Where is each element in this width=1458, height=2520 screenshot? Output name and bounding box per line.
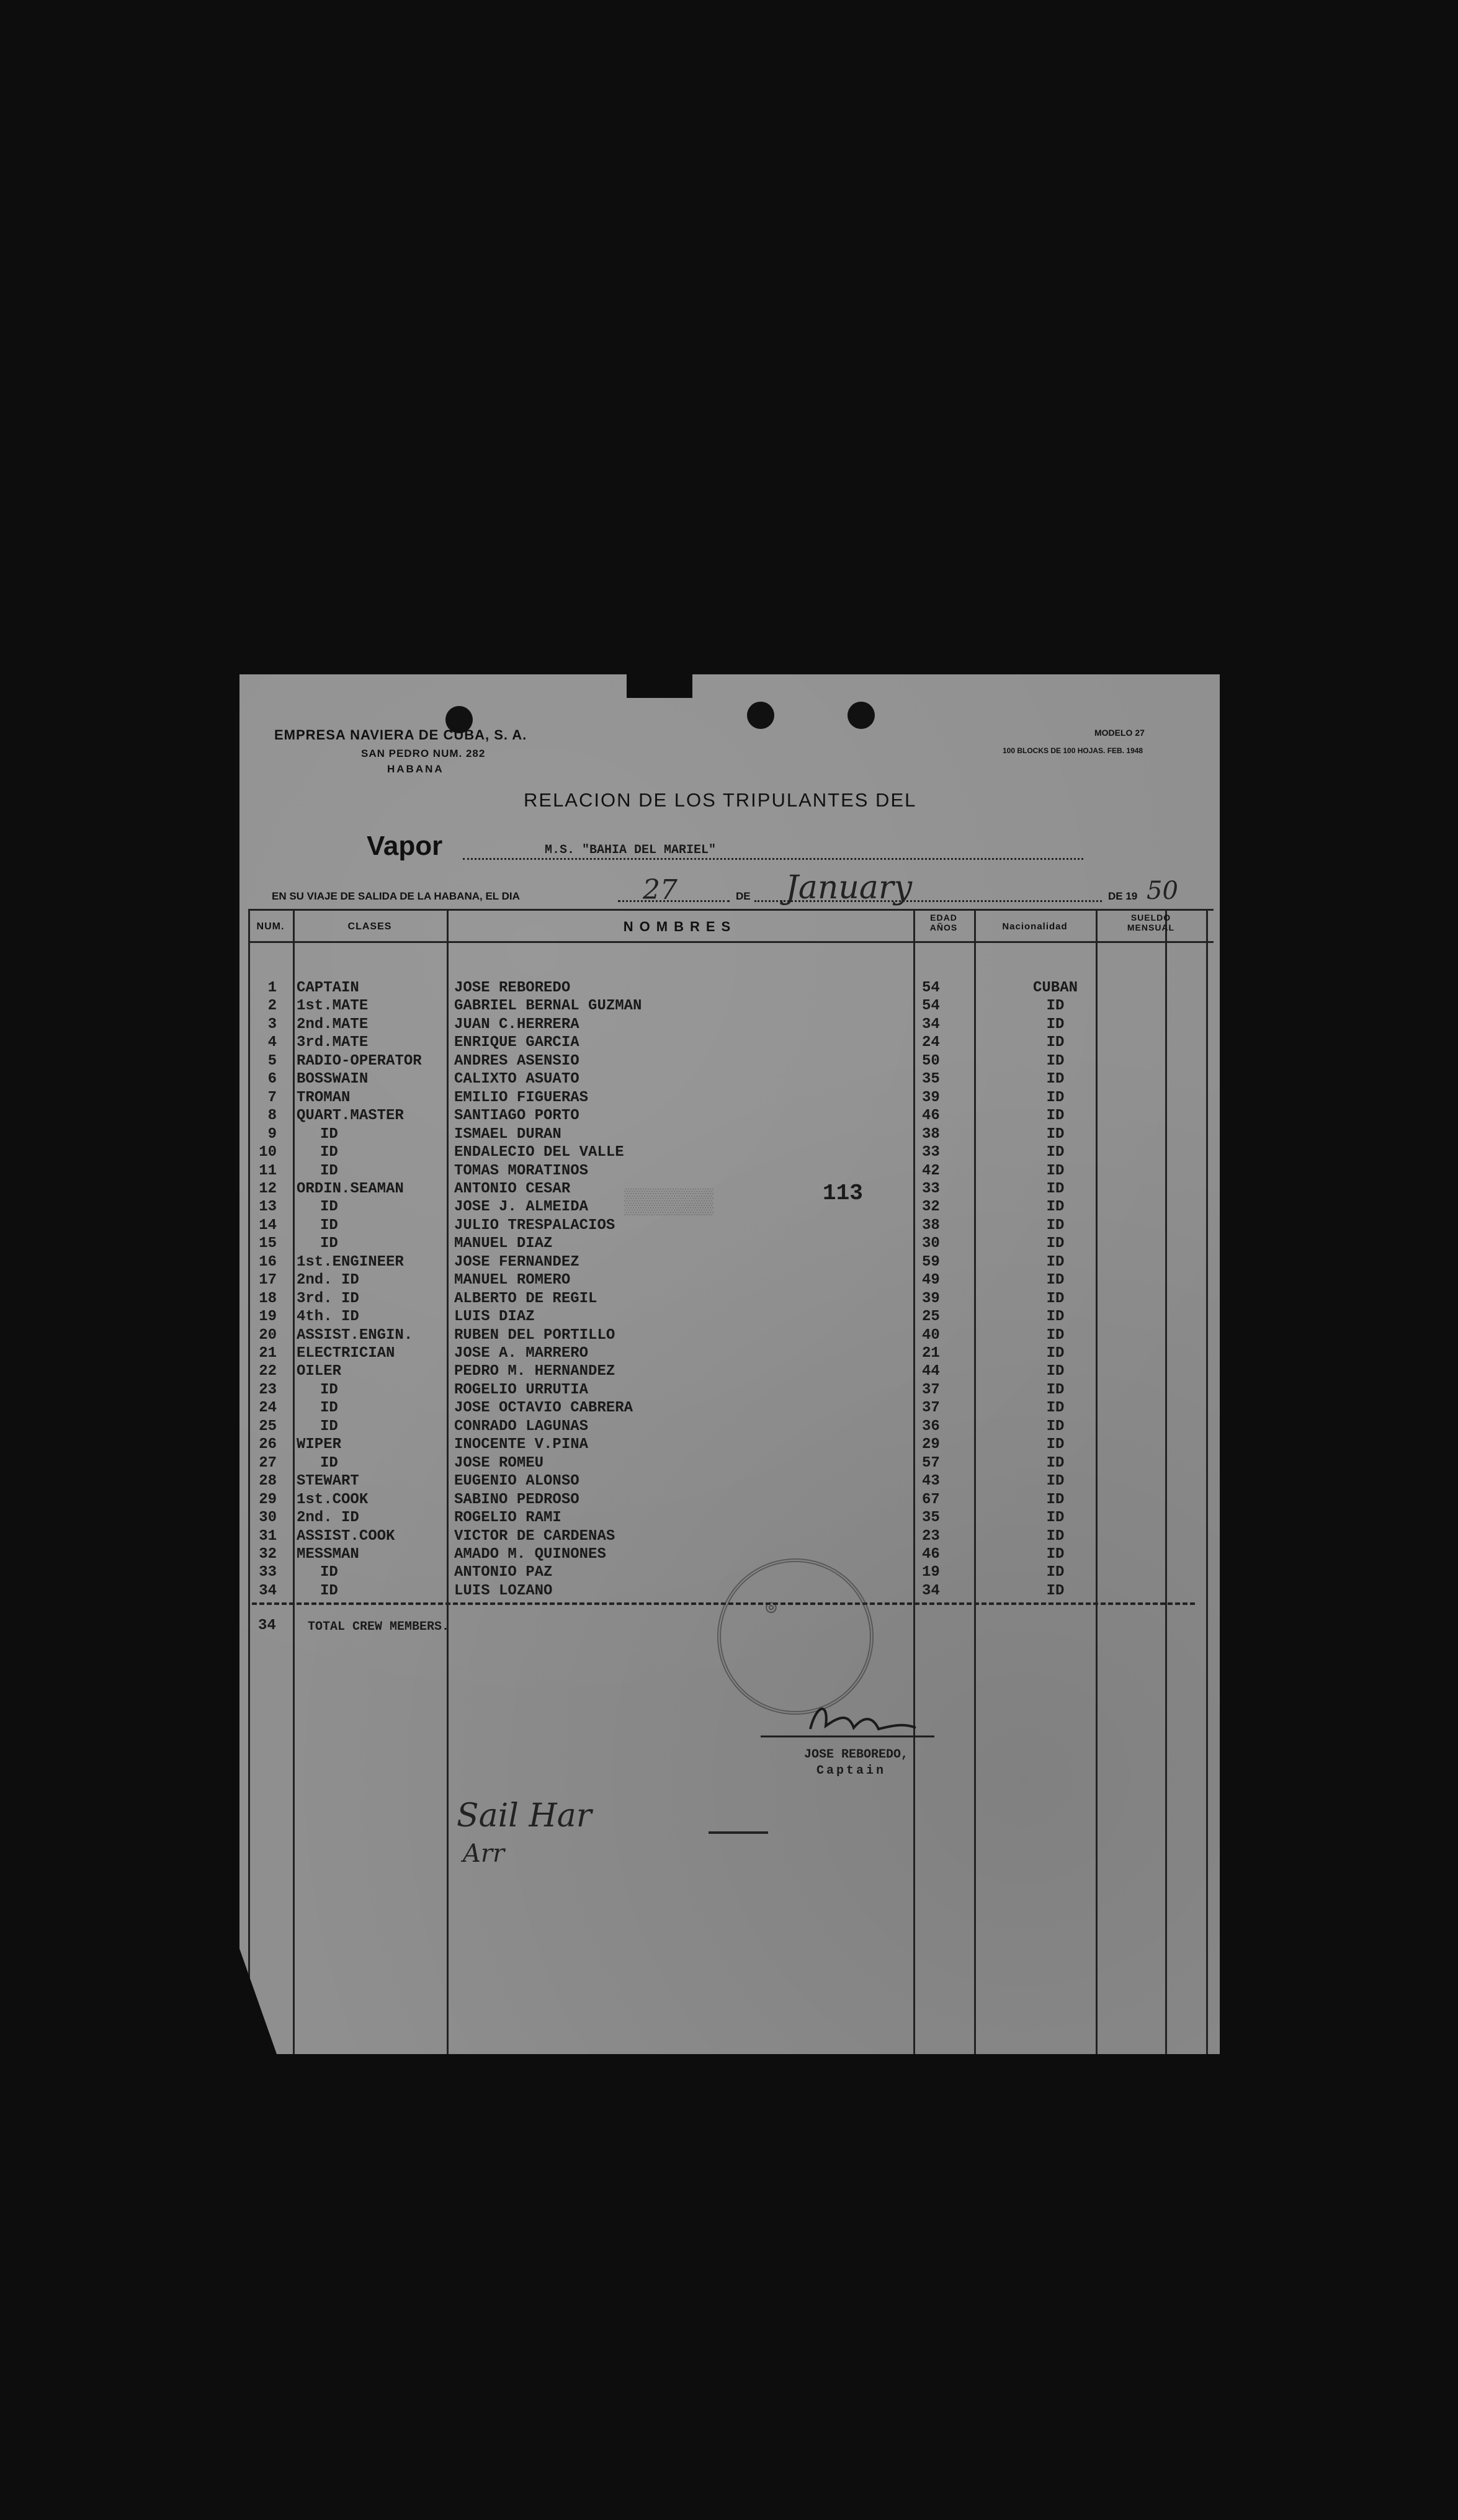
table-row [239, 1163, 1206, 1181]
crew-num: 33 [259, 1564, 277, 1581]
crew-nationality: ID [1046, 1545, 1065, 1563]
table-row [239, 1308, 1206, 1326]
crew-age: 32 [922, 1199, 940, 1216]
crew-class: ID [320, 1582, 338, 1599]
crew-class: ORDIN.SEAMAN [297, 1180, 404, 1197]
crew-class: QUART.MASTER [297, 1107, 404, 1125]
crew-name: MANUEL ROMERO [454, 1272, 571, 1289]
crew-nationality: ID [1046, 1180, 1065, 1197]
table-row [239, 1473, 1206, 1491]
crew-nationality: ID [1046, 1454, 1065, 1472]
table-row [239, 1528, 1206, 1546]
crew-name: SABINO PEDROSO [454, 1491, 579, 1508]
crew-nationality: ID [1046, 1436, 1065, 1454]
handwritten-note-line1: Sail Har [457, 1797, 592, 1834]
crew-num: 32 [259, 1545, 277, 1563]
crew-name: EMILIO FIGUERAS [454, 1089, 589, 1106]
table-row [239, 1016, 1206, 1034]
crew-age: 37 [922, 1400, 940, 1417]
table-row [239, 1089, 1206, 1107]
crew-nationality: ID [1046, 1400, 1065, 1417]
crew-age: 54 [922, 980, 940, 996]
table-row [239, 1327, 1206, 1345]
crew-num: 11 [259, 1162, 277, 1179]
crew-name: ISMAEL DURAN [454, 1125, 561, 1143]
crew-name: JOSE REBOREDO [454, 980, 571, 996]
table-row [239, 1235, 1206, 1253]
crew-num: 31 [259, 1527, 277, 1545]
crew-class: WIPER [297, 1436, 342, 1454]
crew-nationality: ID [1046, 1491, 1065, 1508]
crew-num: 26 [259, 1436, 277, 1454]
folded-corner [239, 1949, 277, 2054]
crew-num: 14 [259, 1217, 277, 1234]
crew-nationality: ID [1046, 1326, 1065, 1344]
crew-name: CONRADO LAGUNAS [454, 1418, 589, 1435]
crew-nationality: ID [1046, 1564, 1065, 1581]
crew-name: ANTONIO PAZ [454, 1564, 553, 1581]
crew-nationality: ID [1046, 1217, 1065, 1234]
crew-age: 42 [922, 1162, 940, 1179]
crew-name: ENRIQUE GARCIA [454, 1034, 579, 1052]
crew-num: 23 [259, 1381, 277, 1398]
crew-num: 10 [259, 1144, 277, 1161]
punch-hole [848, 702, 875, 729]
table-row [239, 1254, 1206, 1272]
crew-num: 2 [267, 998, 277, 1015]
crew-nationality: ID [1046, 1253, 1065, 1271]
crew-class: ID [320, 1381, 338, 1398]
crew-nationality: ID [1046, 1418, 1065, 1435]
vessel-name: M.S. "BAHIA DEL MARIEL" [545, 843, 717, 857]
crew-num: 20 [259, 1326, 277, 1344]
crew-nationality: ID [1046, 1290, 1065, 1307]
crew-nationality: ID [1046, 1052, 1065, 1070]
crew-nationality: ID [1046, 1363, 1065, 1380]
crew-age: 25 [922, 1308, 940, 1326]
captain-signature [748, 1692, 947, 1748]
crew-num: 5 [267, 1052, 277, 1070]
crew-name: INOCENTE V.PINA [454, 1436, 589, 1454]
crew-num: 22 [259, 1363, 277, 1380]
crew-age: 46 [922, 1545, 940, 1563]
crew-nationality: ID [1046, 998, 1065, 1015]
crew-age: 35 [922, 1509, 940, 1527]
company-city: HABANA [387, 763, 444, 775]
crew-name: TOMAS MORATINOS [454, 1162, 589, 1179]
crew-age: 39 [922, 1089, 940, 1106]
crew-age: 39 [922, 1290, 940, 1307]
crew-num: 21 [259, 1345, 277, 1362]
table-row [239, 1217, 1206, 1235]
crew-class: 1st.ENGINEER [297, 1253, 404, 1271]
crew-name: PEDRO M. HERNANDEZ [454, 1363, 615, 1380]
crew-num: 28 [259, 1473, 277, 1490]
crew-class: 2nd. ID [297, 1272, 359, 1289]
crew-list-document [239, 674, 1220, 2054]
crew-name: JOSE J. ALMEIDA [454, 1199, 589, 1216]
crew-num: 9 [267, 1125, 277, 1143]
year-label: DE 19 [1108, 890, 1138, 902]
crew-nationality: ID [1046, 1071, 1065, 1088]
table-row [239, 1144, 1206, 1162]
table-header-rule [248, 941, 1214, 943]
total-label: TOTAL CREW MEMBERS. [308, 1620, 450, 1634]
crew-age: 36 [922, 1418, 940, 1435]
col-header-nacionalidad: Nacionalidad [1002, 921, 1068, 932]
crew-class: ASSIST.ENGIN. [297, 1326, 413, 1344]
stamp-number: 113 [823, 1181, 863, 1206]
crew-age: 59 [922, 1253, 940, 1271]
crew-name: ROGELIO URRUTIA [454, 1381, 589, 1398]
signature-name: JOSE REBOREDO, [804, 1748, 909, 1762]
form-title: RELACION DE LOS TRIPULANTES DEL [524, 789, 917, 811]
crew-age: 24 [922, 1034, 940, 1052]
crew-age: 67 [922, 1491, 940, 1508]
table-row [239, 1546, 1206, 1564]
crew-num: 7 [267, 1089, 277, 1106]
crew-age: 57 [922, 1454, 940, 1472]
crew-name: ROGELIO RAMI [454, 1509, 561, 1527]
crew-age: 40 [922, 1326, 940, 1344]
crew-age: 46 [922, 1107, 940, 1125]
crew-name: SANTIAGO PORTO [454, 1107, 579, 1125]
crew-num: 8 [267, 1107, 277, 1125]
company-address: SAN PEDRO NUM. 282 [361, 748, 486, 759]
crew-name: JOSE FERNANDEZ [454, 1253, 579, 1271]
vessel-line [463, 858, 1083, 860]
crew-nationality: ID [1046, 1144, 1065, 1161]
crew-nationality: ID [1046, 1016, 1065, 1033]
crew-age: 34 [922, 1016, 940, 1033]
crew-age: 33 [922, 1180, 940, 1197]
crew-name: EUGENIO ALONSO [454, 1473, 579, 1490]
crew-num: 4 [267, 1034, 277, 1052]
table-row [239, 1583, 1206, 1601]
crew-name: ALBERTO DE REGIL [454, 1290, 597, 1307]
crew-num: 34 [259, 1582, 277, 1599]
table-row [239, 1382, 1206, 1400]
faint-stamp-impression: ▒▒▒▒▒▒ [624, 1189, 714, 1217]
crew-age: 19 [922, 1564, 940, 1581]
crew-age: 49 [922, 1272, 940, 1289]
crew-class: MESSMAN [297, 1545, 359, 1563]
crew-class: TROMAN [297, 1089, 351, 1106]
column-rule [1206, 909, 1208, 2054]
crew-class: ID [320, 1235, 338, 1253]
crew-nationality: ID [1046, 1034, 1065, 1052]
table-top-rule [248, 909, 1214, 911]
crew-nationality: ID [1046, 1473, 1065, 1490]
handwritten-dash [709, 1831, 768, 1834]
crew-nationality: ID [1046, 1509, 1065, 1527]
crew-class: ID [320, 1162, 338, 1179]
voyage-year: 50 [1147, 877, 1178, 905]
col-header-num: NUM. [256, 921, 285, 932]
crew-class: RADIO-OPERATOR [297, 1052, 422, 1070]
crew-num: 16 [259, 1253, 277, 1271]
crew-num: 30 [259, 1509, 277, 1527]
crew-name: ANDRES ASENSIO [454, 1052, 579, 1070]
crew-nationality: ID [1046, 1089, 1065, 1106]
crew-name: RUBEN DEL PORTILLO [454, 1326, 615, 1344]
crew-num: 25 [259, 1418, 277, 1435]
form-model: MODELO 27 [1094, 728, 1145, 738]
crew-num: 29 [259, 1491, 277, 1508]
crew-num: 19 [259, 1308, 277, 1326]
crew-class: BOSSWAIN [297, 1071, 369, 1088]
crew-class: ASSIST.COOK [297, 1527, 395, 1545]
table-row [239, 998, 1206, 1016]
crew-age: 35 [922, 1071, 940, 1088]
col-header-sueldo: SUELDO MENSUAL [1127, 913, 1175, 932]
crew-class: ID [320, 1217, 338, 1234]
table-row [239, 1436, 1206, 1454]
de-label: DE [736, 890, 751, 902]
crew-nationality: ID [1046, 1527, 1065, 1545]
crew-nationality: CUBAN [1032, 980, 1078, 996]
table-row [239, 1071, 1206, 1089]
crew-class: 2nd. ID [297, 1509, 359, 1527]
crew-class: 4th. ID [297, 1308, 359, 1326]
crew-class: ELECTRICIAN [297, 1345, 395, 1362]
crew-name: JUAN C.HERRERA [454, 1016, 579, 1033]
crew-name: LUIS LOZANO [454, 1582, 553, 1599]
crew-num: 13 [259, 1199, 277, 1216]
crew-num: 6 [267, 1071, 277, 1088]
table-row [239, 1290, 1206, 1308]
crew-name: LUIS DIAZ [454, 1308, 535, 1326]
crew-age: 38 [922, 1125, 940, 1143]
table-row [239, 1345, 1206, 1363]
form-print-note: 100 BLOCKS DE 100 HOJAS. FEB. 1948 [1003, 746, 1143, 755]
voyage-day: 27 [643, 874, 678, 906]
company-name: EMPRESA NAVIERA DE CUBA, S. A. [274, 727, 527, 743]
table-row [239, 1053, 1206, 1071]
crew-class: ID [320, 1418, 338, 1435]
table-row [239, 1199, 1206, 1217]
crew-nationality: ID [1046, 1272, 1065, 1289]
crew-class: 1st.MATE [297, 998, 369, 1015]
crew-age: 21 [922, 1345, 940, 1362]
table-row [239, 1509, 1206, 1527]
crew-name: JOSE A. MARRERO [454, 1345, 589, 1362]
crew-nationality: ID [1046, 1381, 1065, 1398]
crew-class: 3rd. ID [297, 1290, 359, 1307]
crew-num: 24 [259, 1400, 277, 1417]
punch-hole [747, 702, 774, 729]
vapor-label: Vapor [367, 831, 443, 861]
crew-name: CALIXTO ASUATO [454, 1071, 579, 1088]
crew-num: 15 [259, 1235, 277, 1253]
crew-num: 17 [259, 1272, 277, 1289]
crew-age: 29 [922, 1436, 940, 1454]
crew-class: STEWART [297, 1473, 359, 1490]
crew-name: ENDALECIO DEL VALLE [454, 1144, 624, 1161]
table-row [239, 1034, 1206, 1052]
table-row [239, 1564, 1206, 1582]
stamp-lettering: ◎ [761, 1600, 779, 1615]
crew-class: ID [320, 1400, 338, 1417]
col-header-edad: EDAD AÑOS [929, 913, 958, 932]
crew-nationality: ID [1046, 1107, 1065, 1125]
table-row [239, 1107, 1206, 1125]
crew-name: GABRIEL BERNAL GUZMAN [454, 998, 642, 1015]
crew-class: CAPTAIN [297, 980, 359, 996]
table-row [239, 1181, 1206, 1199]
crew-nationality: ID [1046, 1162, 1065, 1179]
table-row [239, 1418, 1206, 1436]
crew-name: JOSE ROMEU [454, 1454, 544, 1472]
paper-notch [627, 672, 692, 698]
crew-age: 43 [922, 1473, 940, 1490]
crew-age: 54 [922, 998, 940, 1015]
crew-num: 3 [267, 1016, 277, 1033]
col-header-nombres: NOMBRES [623, 919, 737, 934]
crew-age: 44 [922, 1363, 940, 1380]
crew-nationality: ID [1046, 1199, 1065, 1216]
crew-class: ID [320, 1454, 338, 1472]
table-row [239, 1126, 1206, 1144]
signature-title: Captain [816, 1764, 887, 1778]
crew-num: 18 [259, 1290, 277, 1307]
crew-class: OILER [297, 1363, 342, 1380]
crew-name: ANTONIO CESAR [454, 1180, 571, 1197]
table-row [239, 1272, 1206, 1290]
crew-age: 37 [922, 1381, 940, 1398]
table-row [239, 1400, 1206, 1418]
voyage-label: EN SU VIAJE DE SALIDA DE LA HABANA, EL DIA [272, 890, 520, 902]
crew-name: VICTOR DE CARDENAS [454, 1527, 615, 1545]
table-row [239, 1363, 1206, 1381]
crew-age: 50 [922, 1052, 940, 1070]
crew-name: MANUEL DIAZ [454, 1235, 553, 1253]
crew-age: 23 [922, 1527, 940, 1545]
crew-name: JULIO TRESPALACIOS [454, 1217, 615, 1234]
crew-age: 33 [922, 1144, 940, 1161]
crew-class: ID [320, 1125, 338, 1143]
table-row [239, 1491, 1206, 1509]
crew-nationality: ID [1046, 1125, 1065, 1143]
crew-class: 2nd.MATE [297, 1016, 369, 1033]
crew-nationality: ID [1046, 1582, 1065, 1599]
voyage-month: January [785, 869, 913, 906]
table-row [239, 1455, 1206, 1473]
crew-class: 3rd.MATE [297, 1034, 369, 1052]
crew-age: 34 [922, 1582, 940, 1599]
crew-class: 1st.COOK [297, 1491, 369, 1508]
crew-class: ID [320, 1564, 338, 1581]
crew-nationality: ID [1046, 1345, 1065, 1362]
crew-name: AMADO M. QUINONES [454, 1545, 606, 1563]
crew-name: JOSE OCTAVIO CABRERA [454, 1400, 633, 1417]
crew-num: 12 [259, 1180, 277, 1197]
crew-class: ID [320, 1144, 338, 1161]
table-row [239, 980, 1206, 998]
crew-age: 38 [922, 1217, 940, 1234]
crew-age: 30 [922, 1235, 940, 1253]
crew-class: ID [320, 1199, 338, 1216]
total-count: 34 [258, 1617, 276, 1634]
crew-num: 1 [267, 980, 277, 996]
crew-nationality: ID [1046, 1235, 1065, 1253]
crew-num: 27 [259, 1454, 277, 1472]
crew-nationality: ID [1046, 1308, 1065, 1326]
handwritten-note-line2: Arr [463, 1839, 505, 1868]
col-header-clases: CLASES [347, 921, 392, 932]
